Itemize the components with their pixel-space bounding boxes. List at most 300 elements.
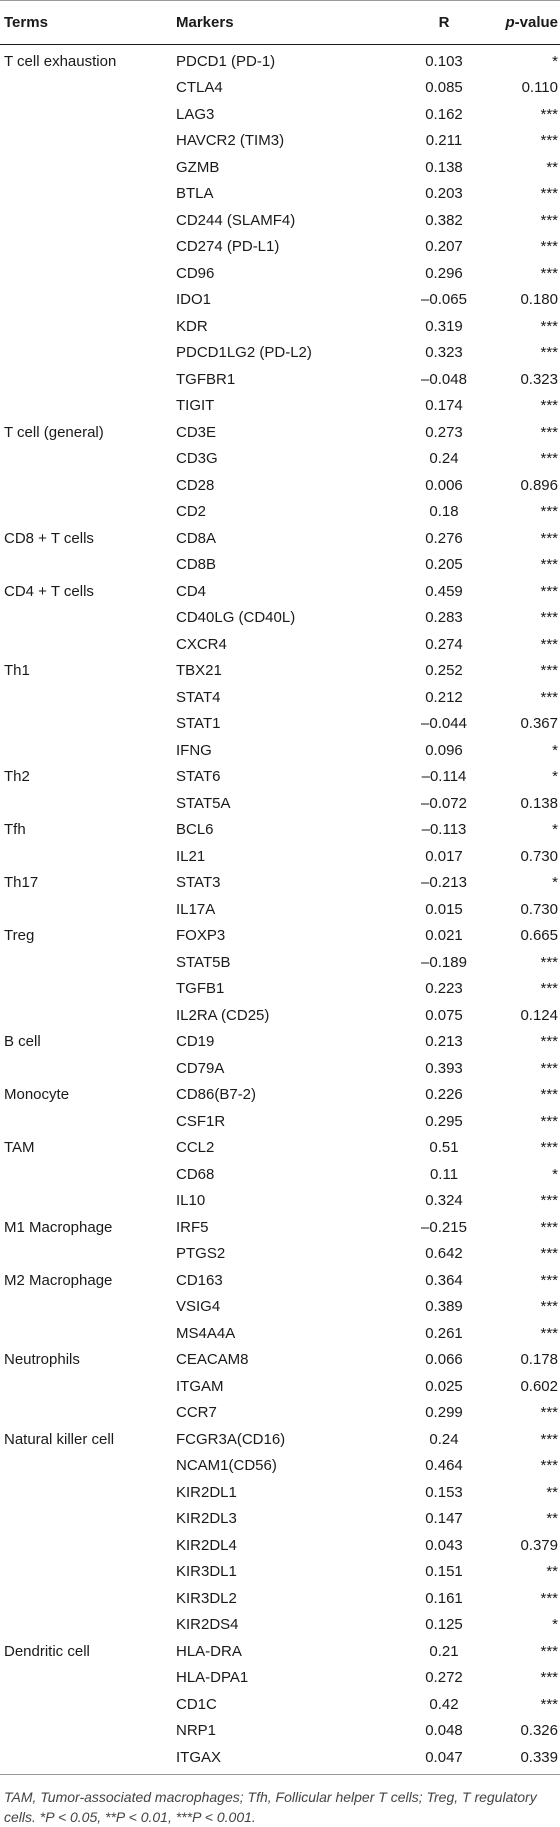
header-p-italic: p xyxy=(505,14,515,31)
term-cell xyxy=(0,472,176,499)
term-cell xyxy=(0,1400,176,1427)
p-value-cell: *** xyxy=(540,609,558,627)
r-value-cell: –0.113 xyxy=(421,821,467,839)
marker-cell: CD2 xyxy=(176,503,207,521)
p-value-cell: 0.896 xyxy=(520,476,558,494)
marker-cell: CD4 xyxy=(176,582,207,600)
table-row xyxy=(0,896,560,923)
term-cell: CD8 + T cells xyxy=(4,529,94,547)
p-value-cell: 0.124 xyxy=(520,1006,558,1024)
p-value-cell: 0.339 xyxy=(480,1744,560,1774)
table-row xyxy=(0,764,560,791)
table-row xyxy=(0,737,560,764)
marker-cell: CD274 (PD-L1) xyxy=(176,238,280,256)
p-value-cell: *** xyxy=(540,688,558,706)
p-value-cell: *** xyxy=(540,1192,558,1210)
p-value-cell: * xyxy=(552,821,558,839)
p-value-cell: ** xyxy=(546,1563,558,1581)
marker-cell: NCAM1(CD56) xyxy=(176,1457,277,1475)
term-cell xyxy=(0,1002,176,1029)
r-value-cell: 0.24 xyxy=(429,450,459,468)
marker-cell: VSIG4 xyxy=(176,1298,221,1316)
header-row xyxy=(0,1,560,45)
marker-cell: CD3G xyxy=(176,450,218,468)
p-value-cell: *** xyxy=(540,1059,558,1077)
r-value-cell: 0.51 xyxy=(429,1139,459,1157)
p-value-cell: *** xyxy=(540,1457,558,1475)
term-cell xyxy=(0,101,176,128)
term-cell xyxy=(0,234,176,261)
r-value-cell: 0.211 xyxy=(425,132,463,150)
header-terms: Terms xyxy=(0,1,176,45)
r-value-cell: –0.189 xyxy=(421,953,467,971)
p-value-cell: *** xyxy=(540,556,558,574)
term-cell xyxy=(0,313,176,340)
r-value-cell: 0.42 xyxy=(429,1695,459,1713)
r-value-cell: 0.296 xyxy=(425,264,463,282)
marker-cell: STAT5A xyxy=(176,794,231,812)
marker-cell: CD3E xyxy=(176,423,217,441)
table-row xyxy=(0,1214,560,1241)
table-row xyxy=(0,711,560,738)
table-row xyxy=(0,366,560,393)
r-value-cell: 0.393 xyxy=(425,1059,463,1077)
p-value-cell: *** xyxy=(540,953,558,971)
marker-cell: TGFBR1 xyxy=(176,370,236,388)
term-cell xyxy=(0,684,176,711)
p-value-cell: *** xyxy=(540,1430,558,1448)
term-cell: TAM xyxy=(4,1139,35,1157)
term-cell xyxy=(0,287,176,314)
marker-cell: CD1C xyxy=(176,1695,217,1713)
term-cell xyxy=(0,976,176,1003)
r-value-cell: 0.075 xyxy=(425,1006,463,1024)
term-cell xyxy=(0,949,176,976)
term-cell xyxy=(0,1691,176,1718)
term-cell: Natural killer cell xyxy=(4,1430,115,1448)
term-cell: T cell (general) xyxy=(4,423,104,441)
marker-cell: CD28 xyxy=(176,476,215,494)
term-cell xyxy=(0,631,176,658)
term-cell xyxy=(0,1532,176,1559)
term-cell: Neutrophils xyxy=(4,1351,80,1369)
marker-cell: IFNG xyxy=(176,741,212,759)
marker-cell: IL10 xyxy=(176,1192,206,1210)
table-row xyxy=(0,525,560,552)
marker-cell: GZMB xyxy=(176,158,220,176)
table-row xyxy=(0,976,560,1003)
p-value-cell: *** xyxy=(540,1033,558,1051)
marker-cell: IDO1 xyxy=(176,291,212,309)
term-cell xyxy=(0,446,176,473)
table-row xyxy=(0,181,560,208)
p-value-cell: 0.180 xyxy=(520,291,558,309)
r-value-cell: 0.147 xyxy=(425,1510,463,1528)
r-value-cell: 0.025 xyxy=(425,1377,463,1395)
r-value-cell: 0.212 xyxy=(425,688,463,706)
table-row xyxy=(0,658,560,685)
r-value-cell: 0.642 xyxy=(425,1245,463,1263)
table-row xyxy=(0,1267,560,1294)
table-row xyxy=(0,817,560,844)
marker-cell: IL17A xyxy=(176,900,216,918)
term-cell xyxy=(0,393,176,420)
p-value-cell: *** xyxy=(540,582,558,600)
r-value-cell: 0.272 xyxy=(425,1669,463,1687)
marker-cell: PDCD1 (PD-1) xyxy=(176,52,276,70)
header-r: R xyxy=(400,1,480,45)
marker-cell: STAT1 xyxy=(176,715,221,733)
marker-cell: HLA-DPA1 xyxy=(176,1669,249,1687)
table-row xyxy=(0,1559,560,1586)
r-value-cell: 0.21 xyxy=(429,1642,459,1660)
marker-cell: HLA-DRA xyxy=(176,1642,242,1660)
table-row xyxy=(0,1347,560,1374)
marker-cell: TGFB1 xyxy=(176,980,225,998)
table-row xyxy=(0,552,560,579)
marker-cell: CCR7 xyxy=(176,1404,217,1422)
p-value-cell: 0.602 xyxy=(520,1377,558,1395)
p-value-cell: 0.138 xyxy=(520,794,558,812)
table-row xyxy=(0,128,560,155)
term-cell: Th1 xyxy=(4,662,30,680)
table-row xyxy=(0,1108,560,1135)
p-value-cell: * xyxy=(552,1616,558,1634)
r-value-cell: 0.161 xyxy=(425,1589,463,1607)
marker-cell: IRF5 xyxy=(176,1218,209,1236)
table-row xyxy=(0,578,560,605)
term-cell xyxy=(0,605,176,632)
r-value-cell: –0.048 xyxy=(421,370,467,388)
table-row xyxy=(0,419,560,446)
marker-cell: CD244 (SLAMF4) xyxy=(176,211,296,229)
r-value-cell: 0.207 xyxy=(425,238,463,256)
p-value-cell: 0.326 xyxy=(520,1722,558,1740)
p-value-cell: *** xyxy=(540,1642,558,1660)
term-cell: T cell exhaustion xyxy=(4,52,117,70)
term-cell xyxy=(0,181,176,208)
table-row xyxy=(0,1718,560,1745)
marker-cell: CD163 xyxy=(176,1271,223,1289)
marker-cell: KIR3DL2 xyxy=(176,1589,237,1607)
p-value-cell: 0.730 xyxy=(520,900,558,918)
r-value-cell: 0.323 xyxy=(425,344,463,362)
p-value-cell: *** xyxy=(540,1112,558,1130)
p-value-cell: *** xyxy=(540,1298,558,1316)
term-cell xyxy=(0,340,176,367)
table-row xyxy=(0,843,560,870)
marker-cell: CSF1R xyxy=(176,1112,226,1130)
p-value-cell: *** xyxy=(540,1139,558,1157)
p-value-cell: *** xyxy=(540,635,558,653)
term-cell: B cell xyxy=(4,1033,41,1051)
p-value-cell: 0.178 xyxy=(520,1351,558,1369)
marker-cell: NRP1 xyxy=(176,1722,217,1740)
table-row xyxy=(0,1585,560,1612)
table-row xyxy=(0,605,560,632)
table-row xyxy=(0,1744,560,1774)
term-cell xyxy=(0,896,176,923)
p-value-cell: *** xyxy=(540,980,558,998)
table-row xyxy=(0,631,560,658)
p-value-cell: 0.665 xyxy=(520,927,558,945)
p-value-cell: *** xyxy=(540,317,558,335)
p-value-cell: *** xyxy=(540,211,558,229)
header-p-value xyxy=(480,1,560,45)
p-value-cell: ** xyxy=(546,158,558,176)
p-value-cell: *** xyxy=(540,1271,558,1289)
marker-cell: IL2RA (CD25) xyxy=(176,1006,270,1024)
marker-cell: CD79A xyxy=(176,1059,225,1077)
p-value-cell: 0.379 xyxy=(520,1536,558,1554)
r-value-cell: 0.006 xyxy=(425,476,463,494)
term-cell: M2 Macrophage xyxy=(4,1271,113,1289)
term-cell xyxy=(0,790,176,817)
table-row xyxy=(0,870,560,897)
term-cell xyxy=(0,1479,176,1506)
r-value-cell: 0.203 xyxy=(425,185,463,203)
p-value-cell: *** xyxy=(540,1086,558,1104)
p-value-cell: *** xyxy=(540,503,558,521)
table-row xyxy=(0,393,560,420)
marker-cell: TIGIT xyxy=(176,397,215,415)
table-row xyxy=(0,1135,560,1162)
term-cell: Th17 xyxy=(4,874,39,892)
marker-cell: CD8A xyxy=(176,529,217,547)
table-row xyxy=(0,1691,560,1718)
term-cell xyxy=(0,1373,176,1400)
r-value-cell: 0.389 xyxy=(425,1298,463,1316)
table-row xyxy=(0,1161,560,1188)
p-value-cell: *** xyxy=(540,1404,558,1422)
marker-cell: KIR2DL3 xyxy=(176,1510,237,1528)
p-value-cell: *** xyxy=(540,132,558,150)
term-cell xyxy=(0,75,176,102)
r-value-cell: 0.295 xyxy=(425,1112,463,1130)
r-value-cell: 0.274 xyxy=(425,635,463,653)
table-row xyxy=(0,313,560,340)
r-value-cell: 0.24 xyxy=(429,1430,459,1448)
r-value-cell: 0.162 xyxy=(425,105,463,123)
term-cell: Tfh xyxy=(4,821,26,839)
marker-cell: CXCR4 xyxy=(176,635,227,653)
r-value-cell: 0.464 xyxy=(425,1457,463,1475)
r-value-cell: 0.364 xyxy=(425,1271,463,1289)
term-cell: Monocyte xyxy=(4,1086,70,1104)
p-value-cell: *** xyxy=(540,264,558,282)
r-value-cell: –0.065 xyxy=(421,291,467,309)
p-value-cell: *** xyxy=(540,662,558,680)
r-value-cell: 0.085 xyxy=(425,79,463,97)
marker-cell: ITGAX xyxy=(176,1744,400,1774)
r-value-cell: 0.459 xyxy=(425,582,463,600)
marker-cell: ITGAM xyxy=(176,1377,224,1395)
table-body xyxy=(0,45,560,1775)
table-row xyxy=(0,472,560,499)
r-value-cell: 0.324 xyxy=(425,1192,463,1210)
p-value-cell: 0.323 xyxy=(520,370,558,388)
table-row xyxy=(0,1188,560,1215)
marker-cell: HAVCR2 (TIM3) xyxy=(176,132,285,150)
p-value-cell: * xyxy=(552,874,558,892)
table-row xyxy=(0,1665,560,1692)
marker-cell: STAT5B xyxy=(176,953,231,971)
marker-cell: CD96 xyxy=(176,264,215,282)
term-cell xyxy=(0,1506,176,1533)
p-value-cell: 0.730 xyxy=(520,847,558,865)
r-value-cell: –0.215 xyxy=(421,1218,467,1236)
marker-cell: FCGR3A(CD16) xyxy=(176,1430,286,1448)
marker-cell: CD19 xyxy=(176,1033,215,1051)
marker-cell: KDR xyxy=(176,317,208,335)
r-value-cell: 0.066 xyxy=(425,1351,463,1369)
table-row xyxy=(0,446,560,473)
table-row xyxy=(0,340,560,367)
term-cell: CD4 + T cells xyxy=(4,582,94,600)
marker-cell: PDCD1LG2 (PD-L2) xyxy=(176,344,312,362)
term-cell xyxy=(0,1559,176,1586)
term-cell xyxy=(0,737,176,764)
r-value-cell: –0.044 xyxy=(421,715,467,733)
header-markers: Markers xyxy=(176,1,400,45)
table-row xyxy=(0,1082,560,1109)
r-value-cell: 0.261 xyxy=(425,1324,463,1342)
table-row xyxy=(0,1400,560,1427)
p-value-cell: *** xyxy=(540,1324,558,1342)
r-value-cell: 0.153 xyxy=(425,1483,463,1501)
table-row xyxy=(0,1055,560,1082)
p-value-cell: ** xyxy=(546,1483,558,1501)
p-value-cell: *** xyxy=(540,1218,558,1236)
table-row xyxy=(0,1479,560,1506)
term-cell xyxy=(0,1453,176,1480)
r-value-cell: 0.125 xyxy=(425,1616,463,1634)
table-row xyxy=(0,154,560,181)
term-cell: Treg xyxy=(4,927,35,945)
r-value-cell: –0.114 xyxy=(421,768,467,786)
r-value-cell: 0.047 xyxy=(400,1744,480,1774)
r-value-cell: 0.103 xyxy=(425,52,463,70)
table-row xyxy=(0,1453,560,1480)
p-value-cell: *** xyxy=(540,450,558,468)
r-value-cell: 0.151 xyxy=(425,1563,463,1581)
p-value-cell: *** xyxy=(540,529,558,547)
r-value-cell: 0.021 xyxy=(425,927,463,945)
term-cell xyxy=(0,154,176,181)
marker-cell: CD8B xyxy=(176,556,217,574)
r-value-cell: 0.276 xyxy=(425,529,463,547)
p-value-cell: *** xyxy=(540,105,558,123)
r-value-cell: 0.319 xyxy=(425,317,463,335)
marker-cell: CD86(B7-2) xyxy=(176,1086,257,1104)
r-value-cell: –0.213 xyxy=(421,874,467,892)
marker-cell: CTLA4 xyxy=(176,79,223,97)
r-value-cell: 0.382 xyxy=(425,211,463,229)
p-value-cell: *** xyxy=(540,344,558,362)
r-value-cell: 0.273 xyxy=(425,423,463,441)
r-value-cell: 0.048 xyxy=(425,1722,463,1740)
table-row xyxy=(0,101,560,128)
table-row xyxy=(0,949,560,976)
marker-cell: KIR2DL4 xyxy=(176,1536,237,1554)
r-value-cell: 0.213 xyxy=(425,1033,463,1051)
table-row xyxy=(0,923,560,950)
r-value-cell: 0.223 xyxy=(425,980,463,998)
r-value-cell: 0.11 xyxy=(429,1165,459,1183)
term-cell: Th2 xyxy=(4,768,30,786)
marker-cell: BCL6 xyxy=(176,821,214,839)
marker-cell: CD68 xyxy=(176,1165,215,1183)
term-cell: M1 Macrophage xyxy=(4,1218,113,1236)
r-value-cell: –0.072 xyxy=(421,794,467,812)
r-value-cell: 0.138 xyxy=(425,158,463,176)
term-cell xyxy=(0,1188,176,1215)
marker-cell: MS4A4A xyxy=(176,1324,236,1342)
term-cell xyxy=(0,1055,176,1082)
table-row xyxy=(0,287,560,314)
term-cell xyxy=(0,1585,176,1612)
p-value-cell: * xyxy=(552,768,558,786)
r-value-cell: 0.174 xyxy=(425,397,463,415)
r-value-cell: 0.252 xyxy=(425,662,463,680)
r-value-cell: 0.017 xyxy=(425,847,463,865)
table-row xyxy=(0,1002,560,1029)
table-row xyxy=(0,207,560,234)
marker-cell: KIR2DS4 xyxy=(176,1616,239,1634)
p-value-cell: 0.367 xyxy=(520,715,558,733)
term-cell xyxy=(0,1294,176,1321)
marker-cell: STAT4 xyxy=(176,688,221,706)
table-header xyxy=(0,1,560,45)
p-value-cell: * xyxy=(552,741,558,759)
header-p-suffix: -value xyxy=(514,14,558,31)
r-value-cell: 0.043 xyxy=(425,1536,463,1554)
term-cell xyxy=(0,1241,176,1268)
term-cell xyxy=(0,128,176,155)
r-value-cell: 0.015 xyxy=(425,900,463,918)
marker-cell: IL21 xyxy=(176,847,206,865)
table-row xyxy=(0,1638,560,1665)
table-row xyxy=(0,45,560,75)
r-value-cell: 0.299 xyxy=(425,1404,463,1422)
term-cell xyxy=(0,1665,176,1692)
marker-cell: FOXP3 xyxy=(176,927,226,945)
p-value-cell: * xyxy=(552,1165,558,1183)
table-row xyxy=(0,1612,560,1639)
p-value-cell: *** xyxy=(540,1695,558,1713)
term-cell xyxy=(0,499,176,526)
p-value-cell: *** xyxy=(540,397,558,415)
table-row xyxy=(0,684,560,711)
term-cell xyxy=(0,1161,176,1188)
r-value-cell: 0.283 xyxy=(425,609,463,627)
r-value-cell: 0.096 xyxy=(425,741,463,759)
marker-cell: KIR2DL1 xyxy=(176,1483,237,1501)
marker-cell: CCL2 xyxy=(176,1139,215,1157)
p-value-cell: *** xyxy=(540,185,558,203)
table-row xyxy=(0,499,560,526)
term-cell xyxy=(0,843,176,870)
marker-cell: TBX21 xyxy=(176,662,222,680)
p-value-cell: *** xyxy=(540,1245,558,1263)
table-row xyxy=(0,1320,560,1347)
table-row xyxy=(0,1373,560,1400)
p-value-cell: *** xyxy=(540,238,558,256)
r-value-cell: 0.18 xyxy=(429,503,459,521)
table-row xyxy=(0,790,560,817)
marker-cell: STAT3 xyxy=(176,874,221,892)
term-cell xyxy=(0,1718,176,1745)
